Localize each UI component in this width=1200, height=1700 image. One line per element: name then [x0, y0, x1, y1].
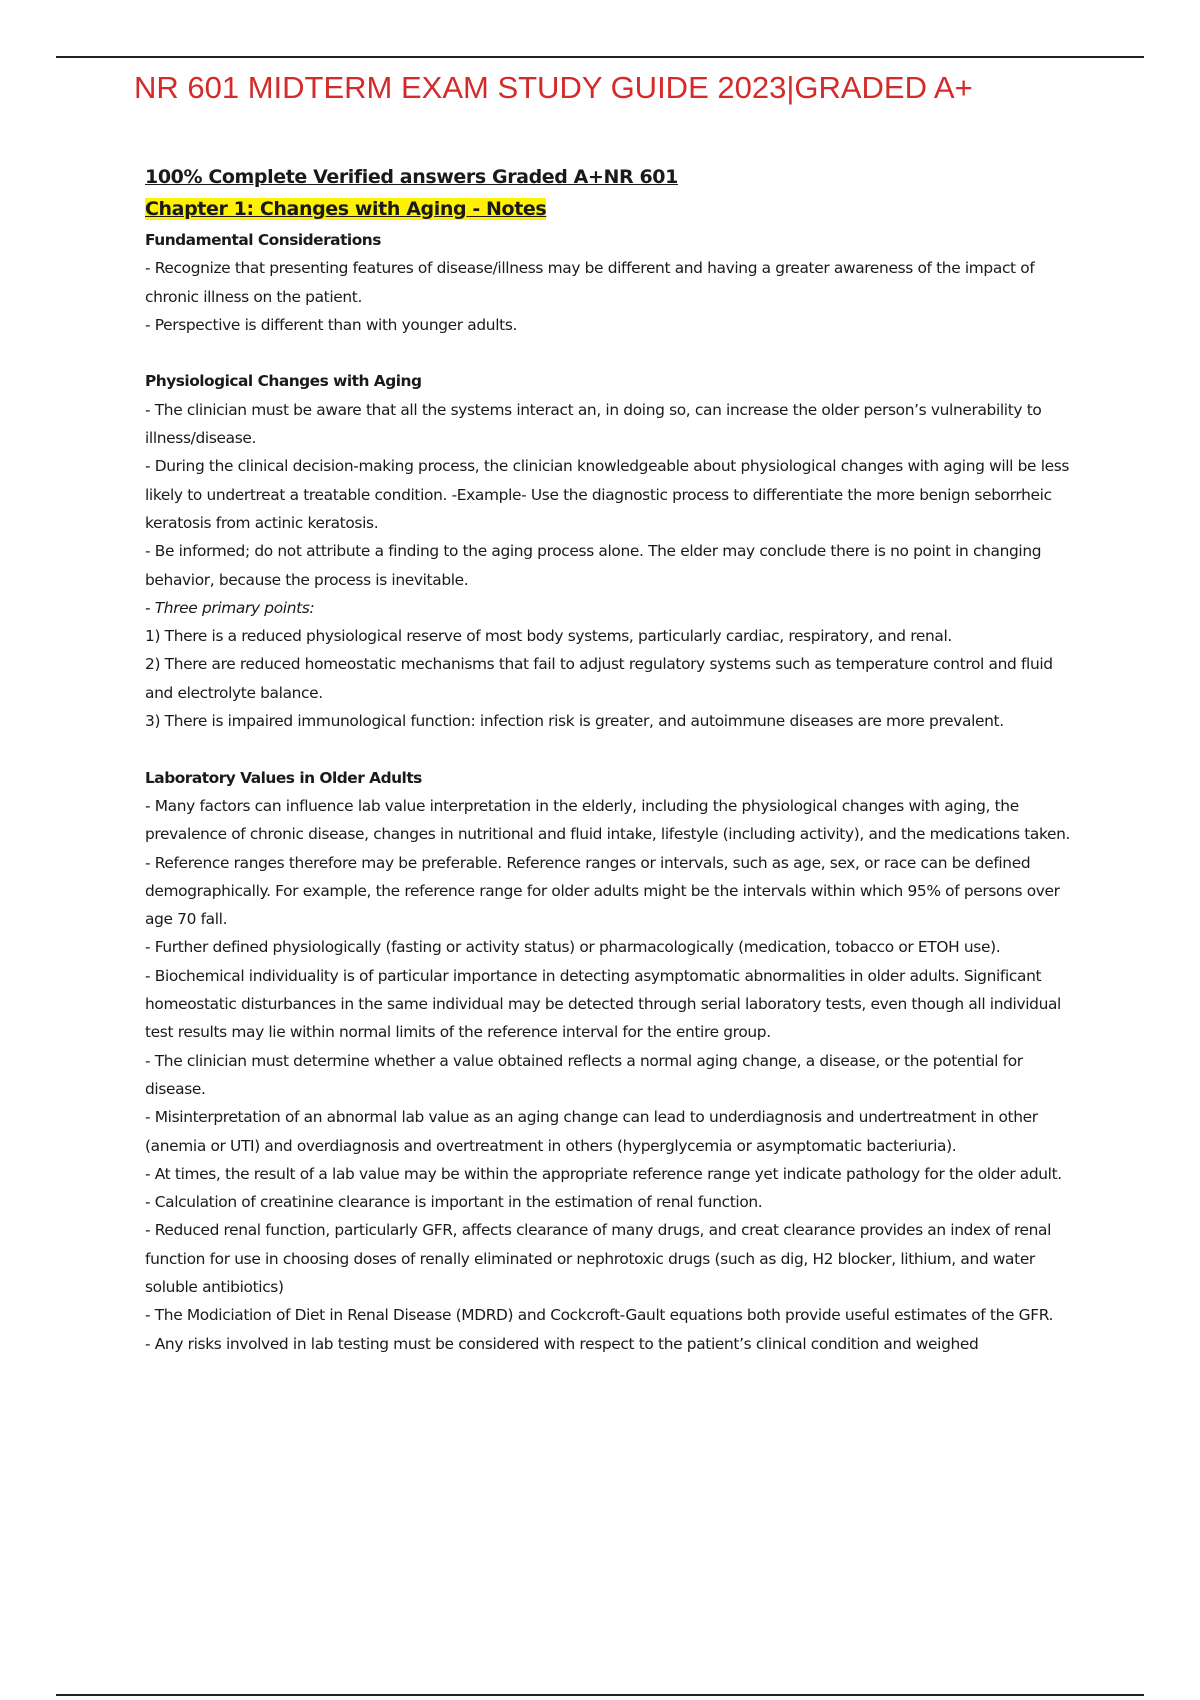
chapter-heading-highlight: Chapter 1: Changes with Aging - Notes	[145, 198, 547, 220]
chapter-heading	[145, 192, 1085, 226]
section-heading-fundamental: Fundamental Considerations	[145, 231, 381, 249]
paragraph: - At times, the result of a lab value may be within the appropriate reference range yet indicate pathology for the older adult.	[145, 1164, 1062, 1183]
primary-point: 1) There is a reduced physiological reserve of most body systems, particularly cardiac, respiratory, and renal.	[145, 627, 952, 646]
paragraph: - The clinician must determine whether a value obtained reflects a normal aging change, a disease, or the potential for disease.	[145, 1051, 1023, 1098]
paragraph: - During the clinical decision-making process, the clinician knowledgeable about physiological changes with aging will be less likely to undertreat a treatable condition. -Example- Use the diagnostic process to differentiate the more benign seborrheic keratosis from actinic keratosis.	[145, 457, 1070, 532]
paragraph: - The clinician must be aware that all the systems interact an, in doing so, can increase the older person’s vulnerability to illness/disease.	[145, 400, 1042, 448]
section-heading-physiological: Physiological Changes with Aging	[145, 372, 422, 391]
primary-point: 2) There are reduced homeostatic mechanisms that fail to adjust regulatory systems such as temperature control and fluid and electrolyte balance.	[145, 655, 1053, 702]
section-heading-laboratory: Laboratory Values in Older Adults	[145, 768, 422, 787]
spacer	[145, 339, 1085, 367]
top-rule	[56, 56, 1144, 58]
paragraph: - Recognize that presenting features of disease/illness may be different and having a greater awareness of the impact of chronic illness on the patient.	[145, 259, 1035, 306]
paragraph: - Further defined physiologically (fasting or activity status) or pharmacologically (medication, tobacco or ETOH use).	[145, 938, 1001, 957]
document-body	[145, 162, 1085, 1358]
paragraph: - Perspective is different than with younger adults.	[145, 315, 518, 334]
paragraph: - Many factors can influence lab value interpretation in the elderly, including the physiological changes with aging, the prevalence of chronic disease, changes in nutritional and fluid intake, lifestyle (including activity), and the medications taken.	[145, 796, 1071, 844]
paragraph: - Reduced renal function, particularly GFR, affects clearance of many drugs, and creat clearance provides an index of renal function for use in choosing doses of renally eliminated or nephrotoxic drugs (such as dig, H2 blocker, lithium, and water soluble antibiotics)	[145, 1221, 1052, 1296]
document-subtitle: 100% Complete Verified answers Graded A+NR 601	[145, 166, 678, 188]
spacer	[145, 735, 1085, 763]
paragraph: - The Modiciation of Diet in Renal Disease (MDRD) and Cockcroft-Gault equations both provide useful estimates of the GFR.	[145, 1306, 1054, 1325]
paragraph: - Any risks involved in lab testing must be considered with respect to the patient’s clinical condition and weighed	[145, 1334, 979, 1353]
paragraph: - Misinterpretation of an abnormal lab value as an aging change can lead to underdiagnosis and undertreatment in other (anemia or UTI) and overdiagnosis and overtreatment in others (hyperglycemia or asymptomatic bacteriuria).	[145, 1108, 1038, 1155]
paragraph: - Calculation of creatinine clearance is important in the estimation of renal function.	[145, 1193, 763, 1212]
paragraph: - Be informed; do not attribute a finding to the aging process alone. The elder may conclude there is no point in changing behavior, because the process is inevitable.	[145, 542, 1042, 589]
primary-points-label: - Three primary points:	[145, 598, 315, 617]
paragraph: - Reference ranges therefore may be preferable. Reference ranges or intervals, such as age, sex, or race can be defined demographically. For example, the reference range for older adults might be the intervals within which 95% of persons over age 70 fall.	[145, 853, 1060, 929]
document-title: NR 601 MIDTERM EXAM STUDY GUIDE 2023|GRADED A+	[134, 70, 973, 105]
primary-point: 3) There is impaired immunological function: infection risk is greater, and autoimmune diseases are more prevalent.	[145, 712, 1004, 731]
paragraph: - Biochemical individuality is of particular importance in detecting asymptomatic abnormalities in older adults. Significant homeostatic disturbances in the same individual may be detected through serial laboratory tests, even though all individual test results may lie within normal limits of the reference interval for the entire group.	[145, 966, 1061, 1042]
bottom-rule	[56, 1694, 1144, 1696]
